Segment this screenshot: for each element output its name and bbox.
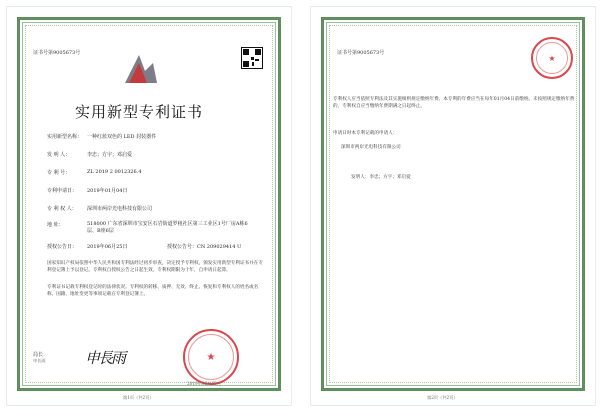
field-grant-date: 授权公告日： 2019年06月25日 授权公告号：CN 209029414 U [47, 244, 242, 250]
official-seal-stamp [531, 37, 573, 79]
field-patent-number: 专 利 号： ZL 2019 2 0012326.4 [47, 169, 142, 176]
inventor-record: 发明人：李忠；方宇；邓启爱 [351, 175, 411, 180]
certificate-number: 证书号第9005673号 [33, 50, 81, 56]
qr-code [241, 47, 263, 69]
director-signature: 申長雨 [85, 349, 125, 367]
cnipa-emblem-icon [119, 49, 161, 89]
certificate-title: 实用新型专利证书 [75, 103, 204, 121]
field-application-date: 专利申请日： 2019年01月04日 [47, 188, 128, 194]
certificate-number: 证书号第9005673号 [337, 50, 385, 56]
certificate-page-1 [7, 7, 291, 405]
seal-date: 2019年06月25日 [187, 381, 221, 386]
signature-subtitle: 申长雨 [33, 358, 46, 363]
page-footer: 第2页（共2页） [427, 395, 458, 400]
grant-statement: 国家知识产权局依照中华人民共和国专利法经过初步审查，决定授予专利权，颁发实用新型专利证书并在专利登记簿上予以登记。专利权自授权公告之日起生效。专利权期限为十年，自申请日起算。 [47, 261, 263, 273]
publication-number: 授权公告号：CN 209029414 U [167, 244, 242, 250]
official-seal-stamp [183, 329, 239, 385]
field-inventors: 发 明 人： 李忠；方宇；邓启爱 [47, 152, 133, 158]
star-icon: ★ [548, 53, 556, 63]
annual-fee-notice: 专利权人应当依照专利法及其实施细则规定缴纳年费。本专利的年费应当在每年01月04日前缴纳。未按照规定缴纳年费的，专利权自应当缴纳年费期满之日起终止。 [333, 97, 575, 109]
legal-status-statement: 专利证书记载专利权登记时的法律状况。专利权的转移、质押、无效、终止、恢复和专利权人的姓名或名称、国籍、地址变更等事项记载在专利登记簿上。 [47, 285, 259, 297]
certificate-page-2 [311, 7, 595, 405]
page-footer: 第1页（共2页） [123, 395, 154, 400]
field-address: 地 址： 518000 广东省深圳市宝安区石岩街道罗租社区第三工业区1号厂房A栋6层、B座6层 [47, 221, 248, 234]
field-patentee: 专 利 权 人： 深圳市两岸光电科技有限公司 [47, 206, 153, 212]
applicant-name: 深圳市两岸光电科技有限公司 [341, 145, 401, 150]
field-utility-model-name: 实用新型名称： 一种红蓝双色的 LED 封装器件 [47, 134, 157, 140]
applicant-record-label: 申请日时本专利记载的申请人： [333, 131, 398, 136]
star-icon: ★ [206, 351, 216, 363]
signature-label: 局长 [33, 352, 44, 358]
